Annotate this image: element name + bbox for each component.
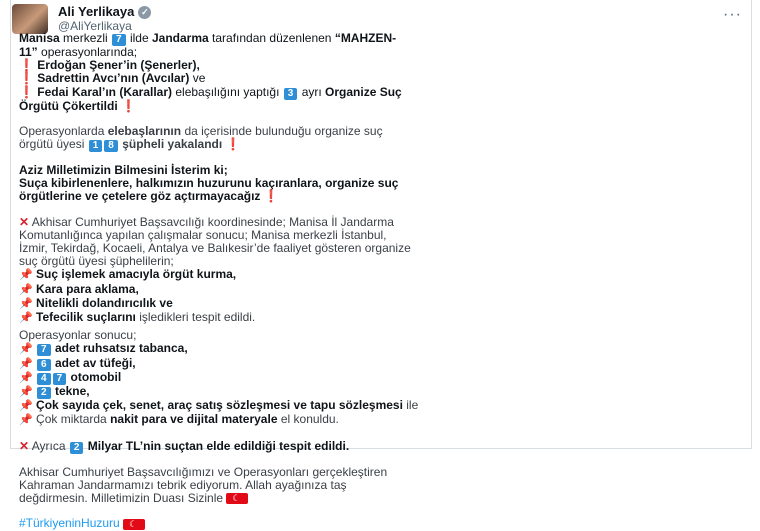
pushpin-icon: 📌 [19, 400, 33, 413]
pushpin-icon: 📌 [19, 386, 33, 399]
hashtag-link[interactable]: #TürkiyeninHuzuru [19, 516, 120, 531]
author-block [58, 5, 151, 33]
text: Operasyonlar sonucu; [19, 328, 137, 343]
text-bold: Sadrettin Avcı’nın (Avcılar) [37, 71, 190, 86]
number-badge: 7 [53, 373, 67, 385]
number-badge: 4 [37, 373, 51, 385]
text: merkezli [63, 31, 108, 45]
text-bold: elebaşlarının [107, 123, 182, 138]
number-badge: 6 [37, 359, 51, 371]
text-bold: örgütlerine ve çetelere göz açtırmayacağız [19, 189, 261, 204]
text-line [19, 385, 724, 399]
text-line [19, 311, 724, 325]
text: elebaşılığını yaptığı [175, 84, 280, 99]
exclamation-icon: ❗ [19, 71, 34, 86]
text-bold: Fedai Karal’ın (Karallar) [37, 84, 173, 99]
text-line [19, 357, 724, 371]
number-badge: 8 [104, 140, 118, 152]
author-handle[interactable]: @AliYerlikaya [58, 19, 132, 33]
text-bold: adet av tüfeği, [54, 355, 136, 370]
text: operasyonlarında; [41, 45, 138, 59]
text: da içerisinde bulunduğu organize suç [184, 123, 383, 138]
text-bold: Kara para aklama, [36, 281, 139, 296]
text-line [19, 371, 724, 385]
text: Operasyonlarda [19, 123, 105, 138]
exclamation-icon: ❗ [19, 58, 34, 73]
text-bold: 11” [19, 45, 38, 59]
text-line [19, 190, 724, 203]
text-bold: Suça kibirlenenlere, halkımızın huzurunu kaçıranlara, organize suç [19, 176, 399, 191]
text-line [19, 492, 724, 505]
text-line [19, 268, 724, 282]
text: Ayrıca [31, 438, 66, 453]
text-line [19, 32, 724, 46]
turkey-flag-icon [226, 493, 248, 504]
text-bold: Organize Suç [325, 84, 402, 99]
more-options-icon[interactable]: ··· [723, 6, 742, 23]
cross-mark-icon: ✕ [19, 214, 30, 229]
pushpin-icon: 📌 [19, 414, 33, 427]
pushpin-icon: 📌 [19, 297, 33, 310]
text-line [19, 100, 724, 113]
author-name[interactable]: Ali Yerlikaya [58, 4, 135, 19]
pushpin-icon: 📌 [19, 343, 33, 356]
text-bold: nakit para ve dijital materyale [110, 412, 278, 427]
text: Akhisar Cumhuriyet Başsavcılığı koordinesinde; Manisa İl Jandarma [31, 214, 394, 229]
text-bold: Tefecilik suçlarını [36, 310, 136, 325]
text-bold: “MAHZEN- [334, 31, 397, 45]
text: tarafından düzenlenen [212, 31, 332, 45]
cross-mark-icon: ✕ [19, 438, 30, 453]
text: değdirmesin. Milletimizin Duası Sizinle [19, 491, 224, 506]
text-line [19, 399, 724, 413]
text: ayrı [301, 84, 322, 99]
tweet-header [12, 4, 151, 34]
text: Çok miktarda [36, 412, 107, 427]
pushpin-icon: 📌 [19, 371, 33, 384]
text: İzmir, Tekirdağ, Kocaeli, Antalya ve Balıkesir’de faaliyet gösteren organize [19, 241, 411, 256]
text-bold: şüpheli yakalandı [122, 137, 223, 152]
text: işledikleri tespit edildi. [139, 310, 256, 325]
text-bold: Aziz Milletimizin Bilmesini İsterim ki; [19, 163, 228, 178]
number-badge: 2 [37, 387, 51, 399]
text: örgütü üyesi [19, 137, 85, 152]
pushpin-icon: 📌 [19, 312, 33, 325]
text: ilde [129, 31, 149, 45]
number-badge: 2 [70, 442, 84, 454]
text-bold: otomobil [70, 369, 122, 384]
text: el konuldu. [280, 412, 339, 427]
text-line [19, 517, 724, 530]
number-badge: 7 [112, 34, 126, 46]
avatar[interactable] [12, 4, 48, 34]
text-bold: Çok sayıda çek, senet, araç satış sözleşmesi ve tapu sözleşmesi [36, 398, 403, 413]
text: ve [192, 71, 206, 86]
text-bold: Milyar TL’nin suçtan elde edildiği tespit edildi. [87, 438, 350, 453]
text-bold: Erdoğan Şener’in (Şenerler), [37, 58, 200, 73]
exclamation-icon: ❗ [19, 84, 34, 99]
pushpin-icon: 📌 [19, 269, 33, 282]
text: suç örgütü üyesi şüphelilerin; [19, 254, 174, 269]
text-bold: tekne, [54, 384, 90, 399]
pushpin-icon: 📌 [19, 357, 33, 370]
text: ile [406, 398, 419, 413]
text-bold: Suç işlemek amacıyla örgüt kurma, [36, 267, 237, 282]
text-line [19, 297, 724, 311]
text-bold: Nitelikli dolandırıcılık ve [36, 295, 173, 310]
number-badge: 3 [284, 88, 298, 100]
text-bold: Jandarma [151, 31, 209, 45]
text-line [19, 283, 724, 297]
exclamation-icon: ❗ [225, 137, 241, 152]
verified-badge-icon: ✓ [138, 6, 151, 19]
text-line [19, 138, 724, 152]
text: Kahraman Jandarmamızı tebrik ediyorum. Allah ayağınıza taş [19, 477, 347, 492]
text-line [19, 413, 724, 427]
turkey-flag-icon [123, 519, 145, 530]
text-bold: Örgütü Çökertildi [19, 98, 118, 113]
text-bold: Manisa [19, 31, 60, 45]
pushpin-icon: 📌 [19, 283, 33, 296]
tweet-text [19, 32, 724, 530]
text-line [19, 440, 724, 454]
text: Akhisar Cumhuriyet Başsavcılığımızı ve Operasyonları gerçekleştiren [19, 464, 388, 479]
text-line [19, 86, 724, 100]
number-badge: 1 [89, 140, 103, 152]
exclamation-icon: ❗ [121, 98, 136, 113]
text-line [19, 342, 724, 356]
number-badge: 7 [37, 344, 51, 356]
text-bold: adet ruhsatsız tabanca, [54, 341, 188, 356]
exclamation-icon: ❗ [263, 189, 279, 204]
text: Komutanlığınca yapılan çalışmalar sonucu; Manisa merkezli İstanbul, [19, 227, 387, 242]
